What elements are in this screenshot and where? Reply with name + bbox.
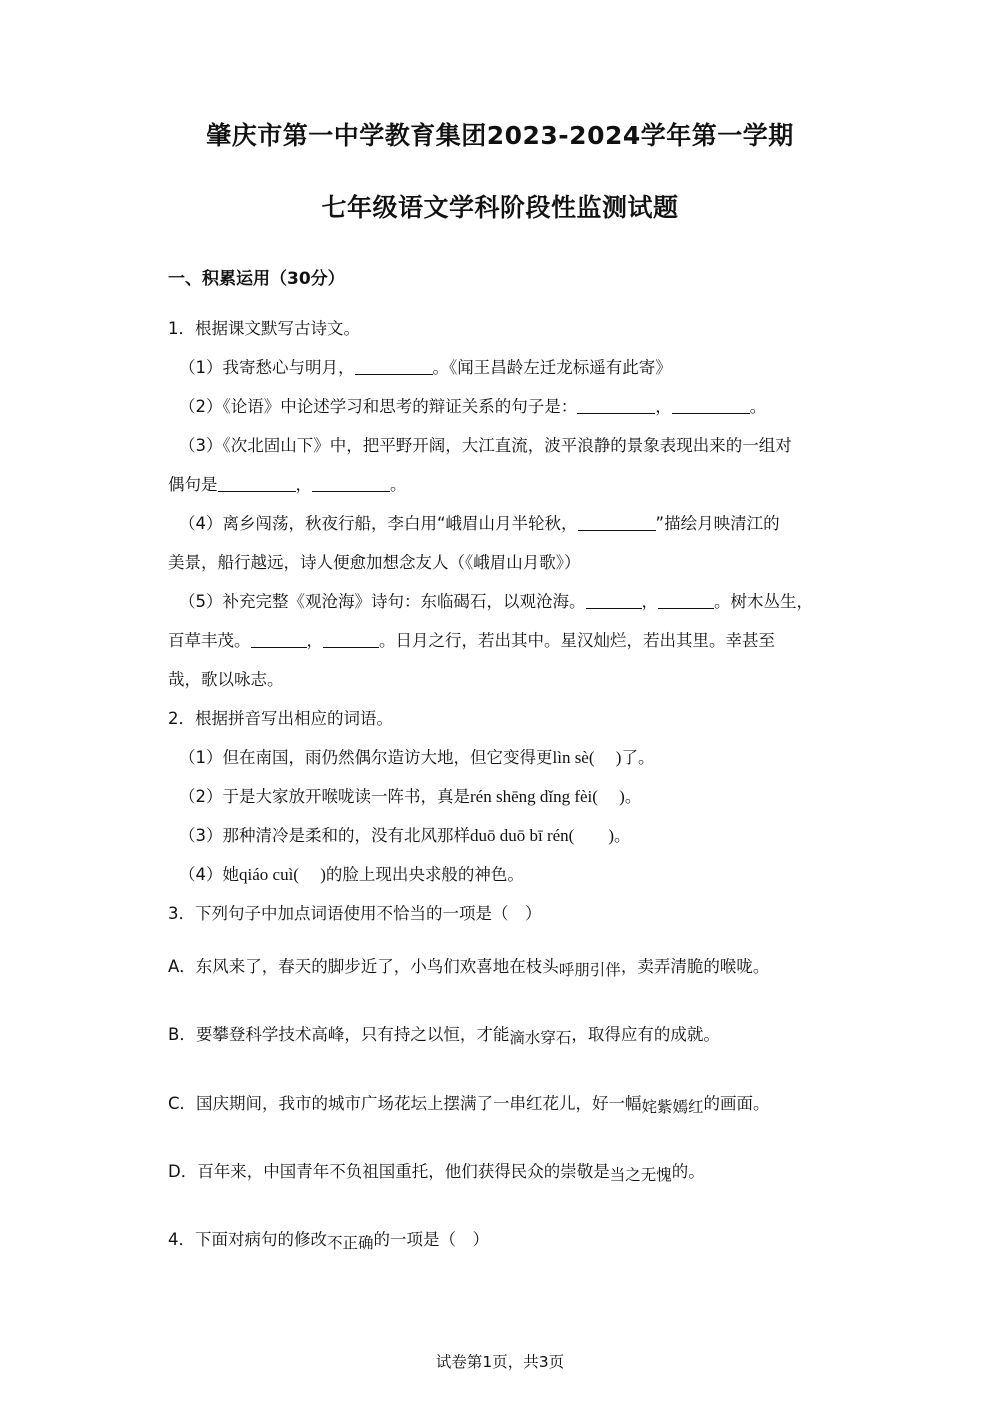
answer-blank[interactable] bbox=[323, 631, 379, 648]
answer-blank[interactable] bbox=[251, 631, 307, 648]
dotted-word: 当之无愧 bbox=[609, 1166, 672, 1184]
q1-part5-line2 bbox=[168, 630, 868, 652]
option-text-end: ，取得应有的成就。 bbox=[571, 1025, 720, 1044]
q1-part4-text: （4）离乡闯荡，秋夜行船，李白用“峨眉山月半轮秋， bbox=[179, 514, 578, 533]
q2-part4-text: （4）她 bbox=[179, 865, 239, 884]
answer-blank[interactable] bbox=[672, 397, 750, 414]
q1-part3-line2 bbox=[168, 474, 868, 496]
q1-part3-text: 偶句是 bbox=[168, 475, 218, 494]
q2-part4 bbox=[179, 864, 879, 886]
punctuation: 。 bbox=[749, 397, 767, 416]
q1-stem: 1．根据课文默写古诗文。 bbox=[168, 319, 360, 338]
punctuation: ， bbox=[641, 592, 658, 611]
q2-part3-text-end: 。 bbox=[614, 826, 631, 845]
q1-part4-text-end: ”描绘月映清江的 bbox=[655, 514, 780, 533]
option-text: A．东风来了，春天的脚步近了，小鸟们欢喜地在枝头 bbox=[168, 957, 559, 976]
q2-part3 bbox=[179, 825, 879, 847]
q2-part1-text-end: 了。 bbox=[621, 748, 655, 767]
q2-part2-text: （2）于是大家放开喉咙读一阵书，真是 bbox=[179, 787, 470, 806]
q1-part4-line1 bbox=[179, 513, 879, 535]
q4-text-end: 的一项是（ ） bbox=[373, 1230, 490, 1249]
dotted-word: 不正确 bbox=[327, 1234, 374, 1252]
option-text-end: 的。 bbox=[671, 1162, 705, 1181]
q2-part3-text: （3）那种清冷是柔和的，没有北风那样 bbox=[179, 826, 470, 845]
answer-blank[interactable] bbox=[218, 475, 296, 492]
exam-title-line1: 肇庆市第一中学教育集团2023-2024学年第一学期 bbox=[206, 121, 794, 150]
q4-stem bbox=[168, 1229, 868, 1251]
q3-option-c[interactable] bbox=[168, 1093, 868, 1115]
pinyin-prompt[interactable]: rén shēng dǐng fèi( ) bbox=[470, 787, 625, 806]
q3-option-b[interactable] bbox=[168, 1024, 868, 1046]
option-text: D．百年来，中国青年不负祖国重托，他们获得民众的崇敬是 bbox=[168, 1162, 610, 1181]
pinyin-prompt[interactable]: lìn sè( ) bbox=[552, 748, 622, 767]
q1-part5-line3: 哉，歌以咏志。 bbox=[168, 670, 284, 689]
option-text-end: 的画面。 bbox=[703, 1094, 770, 1113]
dotted-word: 滴水穿石 bbox=[509, 1029, 572, 1047]
answer-blank[interactable] bbox=[578, 514, 656, 531]
q1-part5-text: （5）补充完整《观沧海》诗句：东临碣石，以观沧海。 bbox=[179, 592, 586, 611]
exam-title-line2: 七年级语文学科阶段性监测试题 bbox=[321, 193, 679, 222]
punctuation: 。 bbox=[390, 475, 407, 494]
q2-part1 bbox=[179, 747, 879, 769]
answer-blank[interactable] bbox=[586, 592, 642, 609]
page-footer: 试卷第1页，共3页 bbox=[435, 1353, 565, 1371]
dotted-word: 呼朋引伴 bbox=[558, 961, 621, 979]
q1-part1-source: 。《闻王昌龄左迁龙标遥有此寄》 bbox=[432, 358, 672, 377]
option-text: C．国庆期间，我市的城市广场花坛上摆满了一串红花儿，好一幅 bbox=[168, 1094, 642, 1113]
option-text-end: ，卖弄清脆的喉咙。 bbox=[620, 957, 770, 976]
q2-part1-text: （1）但在南国，雨仍然偶尔造访大地，但它变得更 bbox=[179, 748, 553, 767]
answer-blank[interactable] bbox=[577, 397, 655, 414]
q1-part2-text: （2）《论语》中论述学习和思考的辩证关系的句子是： bbox=[179, 397, 578, 416]
q2-part2 bbox=[179, 786, 879, 808]
dotted-word: 姹紫嫣红 bbox=[641, 1098, 704, 1116]
q1-part4-line2: 美景，船行越远，诗人便愈加想念友人（《峨眉山月歌》） bbox=[168, 553, 581, 572]
q2-part2-text-end: 。 bbox=[624, 787, 642, 806]
q1-part5-text-end: 。日月之行，若出其中。星汉灿烂，若出其里。幸甚至 bbox=[379, 631, 775, 650]
section-heading: 一、积累运用（30分） bbox=[168, 269, 345, 289]
answer-blank[interactable] bbox=[355, 358, 433, 375]
option-text: B．要攀登科学技术高峰，只有持之以恒，才能 bbox=[168, 1025, 510, 1044]
q1-part2 bbox=[179, 396, 879, 418]
q2-stem: 2．根据拼音写出相应的词语。 bbox=[168, 709, 393, 728]
q1-part1 bbox=[179, 357, 879, 379]
punctuation: ， bbox=[655, 397, 672, 416]
punctuation: ， bbox=[295, 475, 312, 494]
q1-part3-line1: （3）《次北固山下》中，把平野开阔，大江直流，波平浪静的景象表现出来的一组对 bbox=[179, 436, 792, 455]
q3-stem: 3．下列句子中加点词语使用不恰当的一项是（ ） bbox=[168, 904, 542, 923]
answer-blank[interactable] bbox=[312, 475, 390, 492]
q4-text: 4．下面对病句的修改 bbox=[168, 1230, 327, 1249]
pinyin-prompt[interactable]: qiáo cuì( ) bbox=[239, 865, 326, 884]
q1-part5-text: 百草丰茂。 bbox=[168, 631, 251, 650]
pinyin-prompt[interactable]: duō duō bī rén( ) bbox=[470, 826, 615, 845]
q3-option-d[interactable] bbox=[168, 1161, 868, 1183]
q1-part5-line1 bbox=[179, 591, 879, 613]
answer-blank[interactable] bbox=[658, 592, 714, 609]
q1-part5-text-end: 。树木丛生， bbox=[714, 592, 813, 611]
q3-option-a[interactable] bbox=[168, 956, 868, 978]
punctuation: ， bbox=[306, 631, 323, 650]
q1-part1-text: （1）我寄愁心与明月， bbox=[179, 358, 355, 377]
q2-part4-text-end: 的脸上现出央求般的神色。 bbox=[325, 865, 524, 884]
